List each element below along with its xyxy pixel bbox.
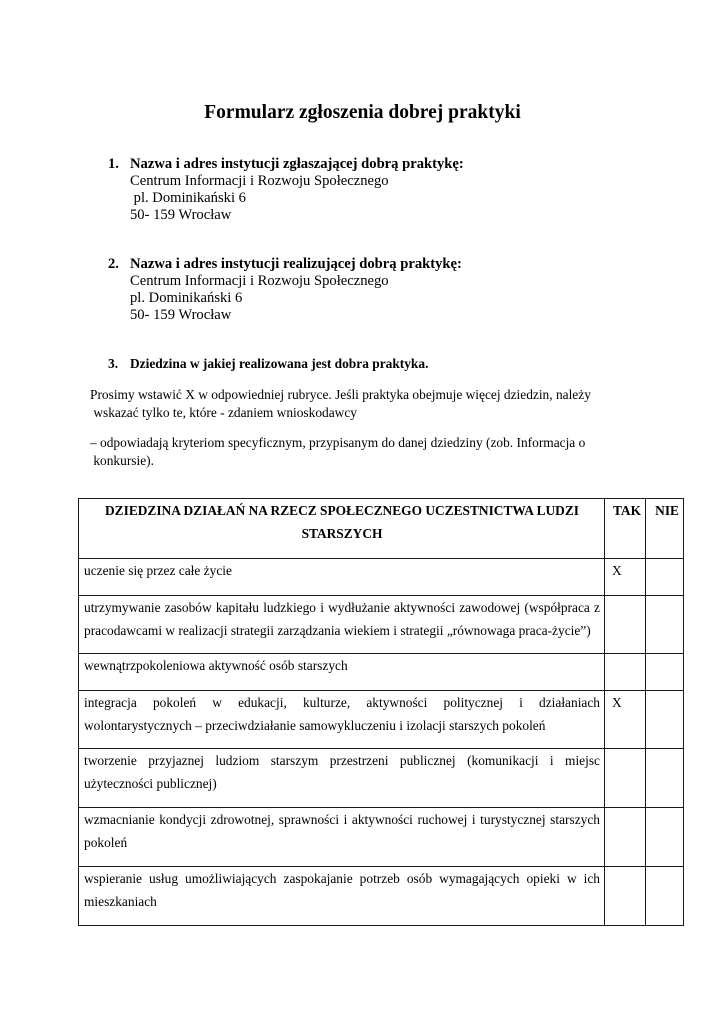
tak-cell: X — [605, 691, 646, 749]
section-1 — [0, 156, 725, 224]
section-heading-text: Nazwa i adres instytucji zgłaszającej dobrą praktykę: — [130, 156, 464, 172]
nie-cell — [646, 867, 684, 926]
table-header-row — [79, 499, 684, 559]
table-row — [79, 867, 684, 926]
section-number: 1. — [108, 156, 119, 172]
nie-cell — [646, 691, 684, 749]
table-header-nie: NIE — [646, 499, 684, 559]
section-heading — [0, 256, 725, 273]
tak-cell — [605, 867, 646, 926]
tak-cell — [605, 808, 646, 867]
domain-cell: wewnątrzpokoleniowa aktywność osób starszych — [79, 654, 605, 691]
section-heading — [0, 156, 725, 173]
instructions-paragraph — [90, 386, 591, 421]
address-line: pl. Dominikański 6 — [130, 290, 243, 306]
tak-cell — [605, 654, 646, 691]
table-row — [79, 691, 684, 749]
domain-cell: uczenie się przez całe życie — [79, 559, 605, 596]
nie-cell — [646, 559, 684, 596]
tak-cell: X — [605, 559, 646, 596]
instructions-paragraph — [90, 434, 585, 469]
section-heading-text: Nazwa i adres instytucji realizującej dobrą praktykę: — [130, 256, 462, 272]
address-line: pl. Dominikański 6 — [130, 190, 246, 206]
address-line: 50- 159 Wrocław — [130, 207, 232, 223]
address-line: 50- 159 Wrocław — [130, 307, 232, 323]
table-row — [79, 654, 684, 691]
instructions-line: konkursie). — [90, 452, 154, 468]
section-number: 2. — [108, 256, 119, 272]
table-header-tak: TAK — [605, 499, 646, 559]
instructions-line: – odpowiadają kryteriom specyficznym, przypisanym do danej dziedziny (zob. Informacja o — [90, 435, 586, 450]
table-row — [79, 596, 684, 654]
section-number: 3. — [108, 356, 119, 371]
domains-table — [78, 498, 684, 926]
table-row — [79, 808, 684, 867]
section-2 — [0, 256, 725, 324]
domain-cell: tworzenie przyjaznej ludziom starszym przestrzeni publicznej (komunikacji i miejsc użyteczności publicznej) — [79, 749, 605, 808]
tak-cell — [605, 596, 646, 654]
instructions-line: wskazać tylko te, które - zdaniem wnioskodawcy — [90, 404, 357, 420]
section-heading — [0, 356, 725, 372]
page-title: Formularz zgłoszenia dobrej praktyki — [204, 102, 521, 123]
instructions-line: Prosimy wstawić X w odpowiedniej rubryce. Jeśli praktyka obejmuje więcej dziedzin, należy — [90, 387, 591, 402]
domain-cell: wspieranie usług umożliwiających zaspokajanie potrzeb osób wymagających opieki w ich mieszkaniach — [79, 867, 605, 926]
address-line: Centrum Informacji i Rozwoju Społecznego — [130, 173, 389, 189]
domain-cell: integracja pokoleń w edukacji, kulturze, aktywności politycznej i działaniach wolontarystycznych – przeciwdziałanie samowykluczeniu i izolacji starszych pokoleń — [79, 691, 605, 749]
table-row — [79, 749, 684, 808]
table-header-domain: DZIEDZINA DZIAŁAŃ NA RZECZ SPOŁECZNEGO UCZESTNICTWA LUDZI STARSZYCH — [79, 499, 605, 559]
address-line: Centrum Informacji i Rozwoju Społecznego — [130, 273, 389, 289]
domain-cell: utrzymywanie zasobów kapitału ludzkiego i wydłużanie aktywności zawodowej (współpraca z pracodawcami w realizacji strategii zarządzania wiekiem i strategii „równowaga praca-życie”) — [79, 596, 605, 654]
table-row — [79, 559, 684, 596]
nie-cell — [646, 596, 684, 654]
domain-cell: wzmacnianie kondycji zdrowotnej, sprawności i aktywności ruchowej i turystycznej starszych pokoleń — [79, 808, 605, 867]
nie-cell — [646, 808, 684, 867]
nie-cell — [646, 654, 684, 691]
nie-cell — [646, 749, 684, 808]
section-heading-text: Dziedzina w jakiej realizowana jest dobra praktyka. — [130, 356, 429, 371]
section-3 — [0, 356, 725, 372]
tak-cell — [605, 749, 646, 808]
